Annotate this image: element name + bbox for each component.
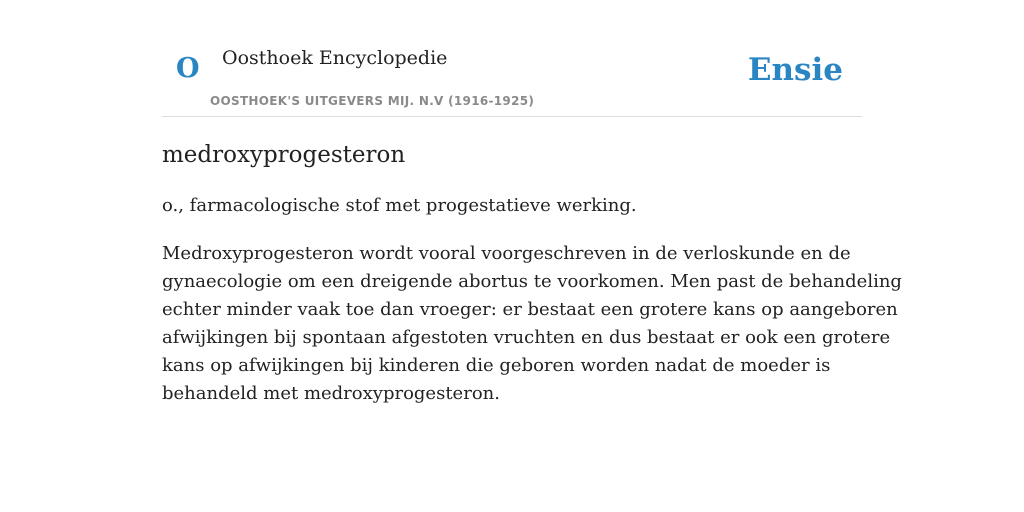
article-body-line: kans op afwijkingen bij kinderen die geboren worden nadat de moeder is xyxy=(162,355,831,376)
article-body xyxy=(162,240,902,408)
article-body-line: Medroxyprogesteron wordt vooral voorgeschreven in de verloskunde en de xyxy=(162,243,851,264)
article-body-line: gynaecologie om een dreigende abortus te voorkomen. Men past de behandeling xyxy=(162,271,902,292)
site-title[interactable]: Oosthoek Encyclopedie xyxy=(222,47,448,69)
article-term: medroxyprogesteron xyxy=(162,142,406,168)
article-body-line: behandeld met medroxyprogesteron. xyxy=(162,383,500,404)
site-subtitle: OOSTHOEK'S UITGEVERS MIJ. N.V (1916-1925) xyxy=(210,94,535,108)
site-logo[interactable]: O xyxy=(176,53,200,84)
brand-logo[interactable]: Ensie xyxy=(747,52,843,88)
article-definition: o., farmacologische stof met progestatieve werking. xyxy=(162,195,637,216)
page xyxy=(162,0,902,404)
article-body-line: echter minder vaak toe dan vroeger: er bestaat een grotere kans op aangeboren xyxy=(162,299,898,320)
site-header xyxy=(162,0,862,117)
article-body-line: afwijkingen bij spontaan afgestoten vruchten en dus bestaat er ook een grotere xyxy=(162,327,891,348)
